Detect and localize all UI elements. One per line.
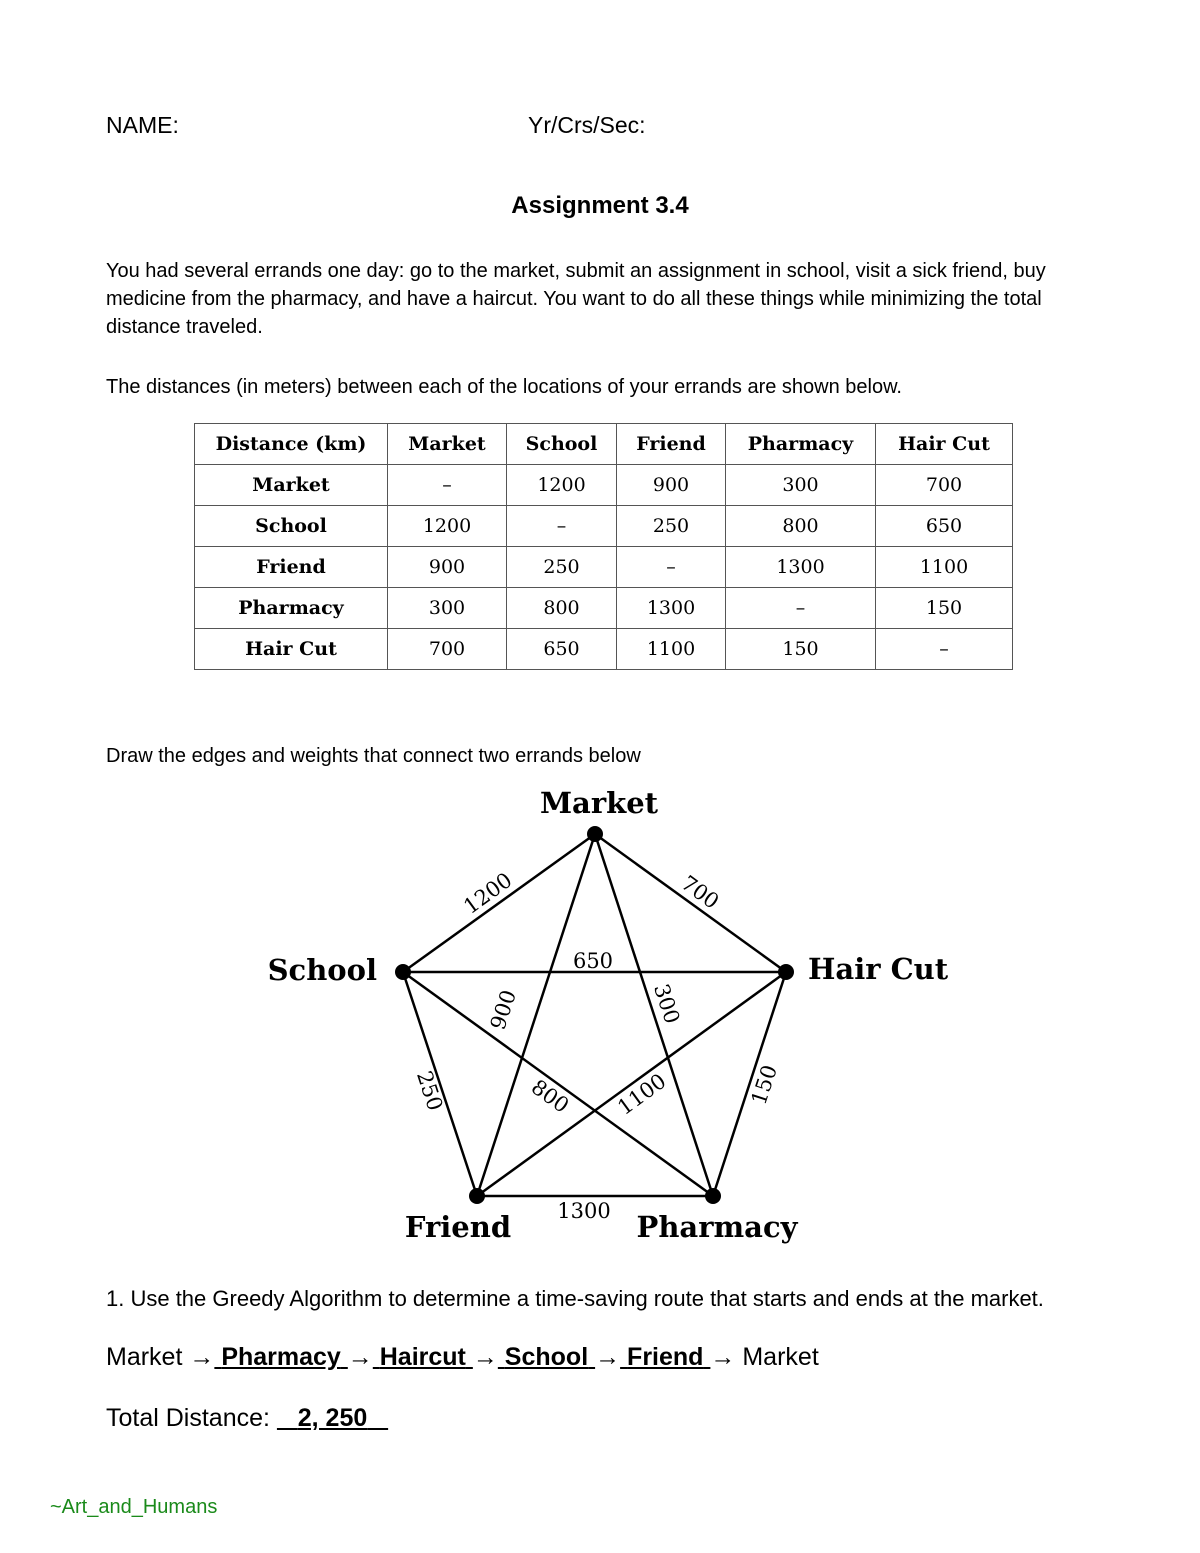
graph-intro: Draw the edges and weights that connect two errands below (106, 745, 641, 767)
node-label-market: Market (539, 786, 659, 820)
weight-haircut-friend: 1100 (613, 1068, 671, 1120)
route-stop: Friend (627, 1343, 704, 1371)
weight-market-friend: 900 (485, 987, 521, 1033)
table-row-label: School (195, 506, 388, 547)
table-row-label: Friend (195, 547, 388, 588)
table-cell: 900 (388, 547, 507, 588)
node-haircut-dot (778, 964, 794, 980)
table-cell: 150 (876, 588, 1013, 629)
weight-school-pharmacy: 800 (526, 1074, 574, 1118)
errand-graph (260, 780, 980, 1250)
table-cell: 1300 (617, 588, 726, 629)
table-cell: 700 (388, 629, 507, 670)
table-header-cell: Friend (617, 424, 726, 465)
route-stop: Haircut (379, 1343, 466, 1371)
total-label: Total Distance: (106, 1404, 270, 1432)
weight-market-school: 1200 (459, 867, 517, 919)
node-friend-dot (469, 1188, 485, 1204)
table-cell: 800 (726, 506, 876, 547)
credit-signature: ~Art_and_Humans (50, 1496, 218, 1518)
table-cell: 650 (507, 629, 617, 670)
table-header-cell: Hair Cut (876, 424, 1013, 465)
node-market-dot (587, 826, 603, 842)
table-cell: 650 (876, 506, 1013, 547)
table-row-label: Pharmacy (195, 588, 388, 629)
edge-haircut-friend (477, 972, 786, 1196)
table-header-cell: School (507, 424, 617, 465)
page-title: Assignment 3.4 (511, 192, 689, 219)
total-distance (106, 1404, 388, 1433)
weight-school-haircut: 650 (572, 949, 614, 973)
section-label: Yr/Crs/Sec: (528, 112, 646, 138)
edge-market-school (403, 834, 595, 972)
weight-market-haircut: 700 (676, 870, 724, 914)
table-row (195, 588, 1013, 629)
table-cell: 1100 (617, 629, 726, 670)
name-label: NAME: (106, 112, 179, 138)
table-cell: 800 (507, 588, 617, 629)
table-row (195, 629, 1013, 670)
node-pharmacy-dot (705, 1188, 721, 1204)
table-cell: 250 (617, 506, 726, 547)
table-row (195, 465, 1013, 506)
table-header-cell: Pharmacy (726, 424, 876, 465)
table-cell: – (876, 629, 1013, 670)
weight-school-friend: 250 (412, 1068, 448, 1114)
route-answer (106, 1343, 819, 1372)
node-label-pharmacy: Pharmacy (636, 1210, 798, 1244)
table-cell: 1200 (507, 465, 617, 506)
table-cell: 1100 (876, 547, 1013, 588)
table-row-label: Market (195, 465, 388, 506)
table-cell: 150 (726, 629, 876, 670)
table-cell: – (388, 465, 507, 506)
question-1: 1. Use the Greedy Algorithm to determine a time-saving route that starts and ends at the market. (106, 1286, 1044, 1311)
distance-table (194, 423, 1013, 670)
node-school-dot (395, 964, 411, 980)
table-cell: 300 (726, 465, 876, 506)
table-cell: 1300 (726, 547, 876, 588)
route-end: Market (742, 1343, 819, 1371)
weight-friend-pharmacy: 1300 (557, 1199, 611, 1223)
route-arrow: → (472, 1343, 498, 1371)
edge-market-haircut (595, 834, 786, 972)
table-cell: – (617, 547, 726, 588)
weight-market-pharmacy: 300 (649, 981, 685, 1027)
table-header-cell: Distance (km) (195, 424, 388, 465)
node-label-friend: Friend (404, 1210, 512, 1244)
table-header-row (195, 424, 1013, 465)
table-row (195, 506, 1013, 547)
route-stop: Pharmacy (221, 1343, 341, 1371)
intro-paragraph: You had several errands one day: go to the market, submit an assignment in school, visit a sick friend, buy medicine from the pharmacy, and have a haircut. You want to do all these things while minimizing the total distance traveled. (106, 260, 1046, 338)
table-row (195, 547, 1013, 588)
table-cell: – (507, 506, 617, 547)
table-row-label: Hair Cut (195, 629, 388, 670)
weight-haircut-pharmacy: 150 (746, 1062, 782, 1108)
table-header-cell: Market (388, 424, 507, 465)
node-label-school: School (267, 953, 377, 987)
table-cell: 250 (507, 547, 617, 588)
table-cell: 300 (388, 588, 507, 629)
route-arrow: → (347, 1343, 373, 1371)
route-arrow: → (595, 1343, 621, 1371)
route-start: Market (106, 1343, 183, 1371)
route-arrow: → (189, 1343, 215, 1371)
table-cell: 900 (617, 465, 726, 506)
table-cell: 1200 (388, 506, 507, 547)
table-cell: – (726, 588, 876, 629)
route-stop: School (504, 1343, 589, 1371)
table-cell: 700 (876, 465, 1013, 506)
route-arrow: → (710, 1343, 736, 1371)
table-intro: The distances (in meters) between each of the locations of your errands are shown below. (106, 376, 902, 398)
node-label-haircut: Hair Cut (808, 952, 949, 986)
total-value: 2, 250 (297, 1404, 368, 1432)
